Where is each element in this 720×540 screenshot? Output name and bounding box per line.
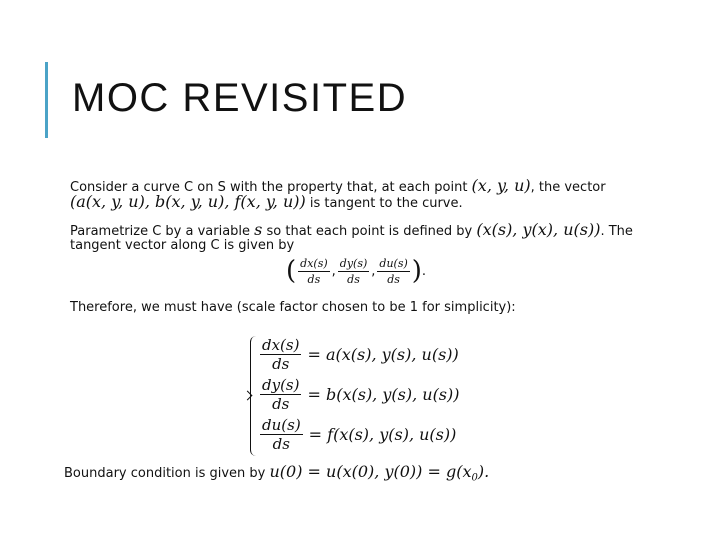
math-boundary: u(0) = u(x(0), y(0)) = g(x — [269, 462, 472, 481]
equation-rhs: = f(x(s), y(s), u(s)) — [308, 425, 457, 444]
numerator: dy(s) — [262, 376, 300, 394]
equation-dx — [258, 336, 459, 373]
math-vector: (a(x, y, u), b(x, y, u), f(x, y, u)) — [70, 192, 306, 211]
equation-du — [258, 416, 456, 453]
denominator: ds — [347, 273, 360, 286]
denominator: ds — [272, 435, 290, 453]
denominator: ds — [272, 395, 290, 413]
paragraph-line-5: Therefore, we must have (scale factor chosen to be 1 for simplicity): — [70, 300, 516, 315]
numerator: du(s) — [379, 257, 408, 270]
title-accent-bar — [45, 62, 48, 138]
fraction-dy — [338, 256, 369, 287]
math-parametrization: (x(s), y(x), u(s)) — [476, 220, 601, 239]
equation-rhs: = b(x(s), y(s), u(s)) — [307, 385, 460, 404]
boundary-condition — [64, 462, 489, 484]
paren-close: ) — [411, 256, 422, 286]
fraction-du — [377, 256, 409, 287]
denominator: ds — [387, 273, 400, 286]
math-variable: s — [254, 220, 263, 239]
text-span: , the vector — [530, 180, 606, 195]
slide-title: MOC REVISITED — [72, 76, 408, 120]
denominator: ds — [307, 273, 321, 286]
text-span: Parametrize C by a variable — [70, 224, 255, 239]
fraction-dx — [298, 256, 329, 287]
numerator: dx(s) — [262, 336, 300, 354]
math-point: (x, y, u) — [471, 176, 531, 195]
paragraph-line-4: tangent vector along C is given by — [70, 238, 295, 253]
math-end: ). — [477, 462, 490, 481]
text-span: is tangent to the curve. — [305, 196, 463, 211]
paragraph-line-2 — [70, 194, 463, 211]
text-span: Boundary condition is given by — [64, 466, 270, 481]
numerator: dy(s) — [339, 257, 368, 270]
comma: , — [371, 264, 376, 279]
text-span: . The — [600, 224, 633, 239]
numerator: dx(s) — [300, 257, 328, 270]
numerator: du(s) — [262, 416, 301, 434]
equation-rhs: = a(x(s), y(s), u(s)) — [307, 345, 459, 364]
text-span: Consider a curve C on S with the property that, at each point — [70, 180, 472, 195]
paragraph-line-3 — [70, 222, 633, 239]
tangent-vector — [286, 256, 426, 287]
math-subscript: 0 — [471, 472, 478, 484]
paren-open: ( — [286, 256, 297, 286]
equation-dy — [258, 376, 460, 413]
period: . — [421, 264, 427, 279]
text-span: so that each point is defined by — [262, 224, 477, 239]
denominator: ds — [272, 355, 290, 373]
comma: , — [331, 264, 336, 279]
